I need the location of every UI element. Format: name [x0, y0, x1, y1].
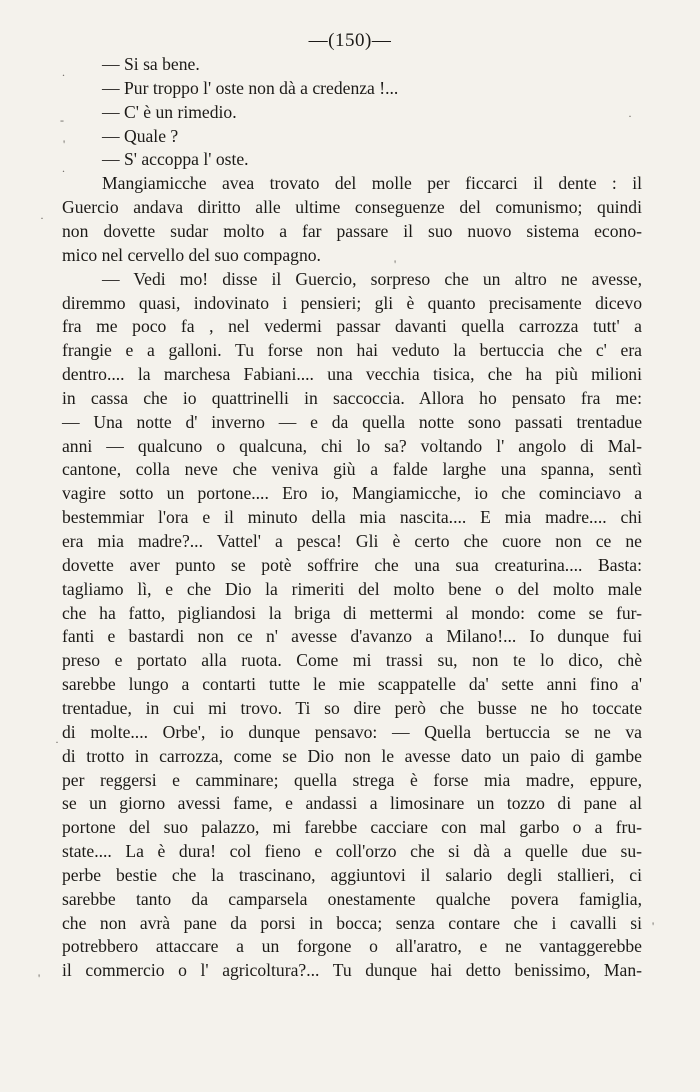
text-line: se un giorno avessi fame, e andassi a limosinare un tozzo di pane al: [62, 793, 642, 814]
scan-speck: .: [62, 65, 65, 79]
text-line: mico nel cervello del suo compagno.: [62, 244, 321, 265]
text-line: cantone, colla neve che veniva giù a falde larghe una spanna, sentì: [62, 459, 642, 480]
scan-speck: ·: [40, 211, 44, 225]
text-line: che non avrà pane da porsi in bocca; senza contare che i cavalli si: [62, 912, 642, 933]
text-line: fanti e bastardi non ce n' avesse d'avanzo a Milano!... Io dunque fui: [62, 626, 642, 647]
text-line: anni — qualcuno o qualcuna, chi lo sa? voltando l' angolo di Mal-: [62, 435, 642, 456]
text-line: — Si sa bene.: [102, 54, 200, 74]
text-line: preso e portato alla ruota. Come mi trassi su, non te lo dico, chè: [62, 650, 642, 671]
text-line: potrebbero attaccare a un forgone o all'aratro, e ne vantaggerebbe: [62, 936, 642, 957]
text-line: diremmo quasi, indovinato i pensieri; gli è quanto precisamente dicevo: [62, 292, 642, 313]
scan-speck: ·: [55, 735, 59, 749]
page-header: —(150)—: [308, 30, 392, 51]
scan-speck: -: [60, 113, 64, 127]
text-line: bestemmiar l'ora e il minuto della mia nascita.... E mia madre.... chi: [62, 507, 642, 528]
text-line: dovette aver punto se potè soffrire che una sua creaturina.... Basta:: [62, 554, 642, 575]
text-line: — Vedi mo! disse il Guercio, sorpreso che un altro ne avesse,: [102, 268, 642, 289]
text-line: Mangiamicche avea trovato del molle per ficcarci il dente : il: [102, 173, 642, 194]
text-line: — C' è un rimedio.: [102, 101, 237, 122]
text-line: portone del suo palazzo, mi farebbe cacciare con mal garbo o a fru-: [62, 817, 642, 838]
scan-speck: ·: [628, 109, 632, 123]
text-line: era mia madre?... Vattel' a pesca! Gli è certo che cuore non ce ne: [62, 531, 642, 551]
text-line: dentro.... la marchesa Fabiani.... una vecchia tisica, che ha più milioni: [62, 364, 642, 385]
text-line: vagire sotto un portone.... Ero io, Mangiamicche, io che cominciavo a: [62, 483, 642, 504]
text-line: di trotto in carrozza, come se Dio non le avesse dato un paio di gambe: [62, 745, 642, 766]
scan-speck: ': [394, 257, 397, 271]
text-line: sarebbe lungo a contarti tutte le mie scappatelle da' sette anni fino a': [62, 674, 642, 695]
text-line: — Quale ?: [102, 125, 179, 146]
text-line: state.... La è dura! col fieno e coll'orzo che si dà a quelle due su-: [62, 841, 642, 862]
scan-speck: ': [38, 971, 41, 985]
text-line: — Una notte d' inverno — e da quella notte sono passati trentadue: [62, 411, 642, 432]
text-line: il commercio o l' agricoltura?... Tu dunque hai detto benissimo, Man-: [62, 960, 642, 981]
text-line: — S' accoppa l' oste.: [102, 149, 249, 170]
scan-speck: ': [652, 919, 655, 933]
scan-speck: .: [62, 161, 65, 175]
text-line: fra me poco fa , nel vedermi passar davanti quella carrozza tutt' a: [62, 316, 642, 337]
scan-speck: ': [63, 137, 66, 151]
text-line: tagliamo lì, e che Dio la rimeriti del molto bene o del molto male: [62, 578, 642, 599]
text-line: perbe bestie che la trascinano, aggiuntovi il salario degli stallieri, ci: [62, 864, 642, 885]
text-line: sarebbe tanto da camparsela onestamente qualche povera famiglia,: [62, 888, 642, 909]
text-line: in cassa che io quattrinelli in saccoccia. Allora ho pensato fra me:: [62, 387, 642, 408]
text-line: di molte.... Orbe', io dunque pensavo: — Quella bertuccia se ne va: [62, 721, 642, 742]
text-line: Guercio andava diritto alle ultime conseguenze del comunismo; quindi: [62, 197, 642, 218]
text-line: — Pur troppo l' oste non dà a credenza !...: [102, 77, 399, 98]
text-line: che ha fatto, pigliandosi la briga di mettermi al mondo: come se fur-: [62, 602, 642, 623]
text-line: per reggersi e camminare; quella strega è forse mia madre, eppure,: [62, 769, 642, 790]
text-line: frangie e a galloni. Tu forse non hai veduto la bertuccia che c' era: [62, 340, 642, 361]
text-line: non dovette sudar molto a far passare il suo nuovo sistema econo-: [62, 220, 642, 241]
text-line: trentadue, in cui mi trovo. Ti so dire però che busse ne ho toccate: [62, 697, 642, 718]
